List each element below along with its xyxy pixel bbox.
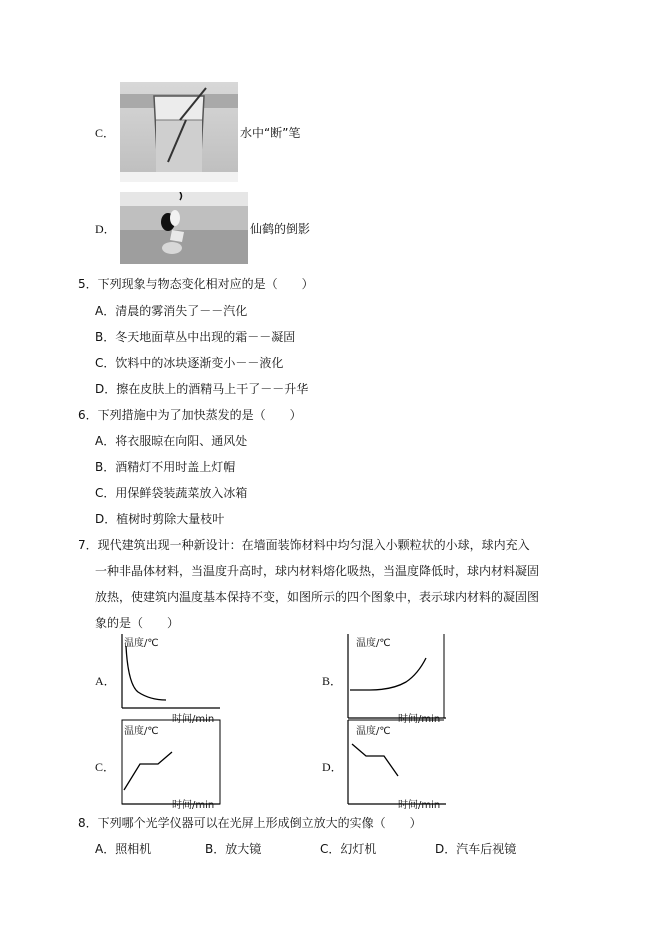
graph-b-y-label: 温度/℃: [356, 638, 391, 649]
crane-reflection-photo: [120, 192, 248, 264]
graph-a-x-label: 时间/min: [172, 714, 215, 725]
q6-stem: 6．下列措施中为了加快蒸发的是（ ）: [78, 408, 302, 422]
graph-b-label: B．: [322, 674, 343, 688]
q5-option-a: A．清晨的雾消失了－－汽化: [95, 304, 248, 318]
graph-a-label: A．: [95, 674, 116, 688]
option-d-text: 仙鹤的倒影: [250, 222, 311, 236]
q5-option-b: B．冬天地面草丛中出现的霜－－凝固: [95, 330, 296, 344]
q8-stem: 8．下列哪个光学仪器可以在光屏上形成倒立放大的实像（ ）: [78, 816, 422, 830]
q7-stem-line-4: 象的是（ ）: [95, 616, 180, 630]
q6-option-b: B．酒精灯不用时盖上灯帽: [95, 460, 236, 474]
glass-with-pencil-photo: [120, 82, 238, 182]
q6-option-a: A．将衣服晾在向阳、通风处: [95, 434, 248, 448]
graph-b-x-label: 时间/min: [398, 714, 441, 725]
q8-option-d: D．汽车后视镜: [435, 842, 517, 856]
graph-d-y-label: 温度/℃: [356, 726, 391, 737]
q7-stem-line-1: 7．现代建筑出现一种新设计：在墙面装饰材料中均匀混入小颗粒状的小球，球内充入: [78, 538, 530, 552]
q5-stem: 5．下列现象与物态变化相对应的是（ ）: [78, 277, 314, 291]
q5-option-c: C．饮料中的冰块逐渐变小－－液化: [95, 356, 284, 370]
graph-d-x-label: 时间/min: [398, 800, 441, 811]
q7-stem-line-2: 一种非晶体材料，当温度升高时，球内材料熔化吸热，当温度降低时，球内材料凝固: [95, 564, 540, 578]
q7-stem-line-3: 放热，使建筑内温度基本保持不变，如图所示的四个图象中，表示球内材料的凝固图: [95, 590, 540, 604]
option-c-text: 水中“断”笔: [240, 126, 301, 140]
graph-d-label: D．: [322, 760, 343, 774]
graph-c-x-label: 时间/min: [172, 800, 215, 811]
graph-c-label: C．: [95, 760, 116, 774]
q8-option-b: B．放大镜: [205, 842, 262, 856]
q8-option-a: A．照相机: [95, 842, 152, 856]
graph-a-y-label: 温度/℃: [124, 638, 159, 649]
graph-c-y-label: 温度/℃: [124, 726, 159, 737]
option-d-label: D．: [95, 222, 116, 236]
q6-option-d: D．植树时剪除大量枝叶: [95, 512, 225, 526]
option-c-label: C．: [95, 126, 116, 140]
q5-option-d: D．擦在皮肤上的酒精马上干了－－升华: [95, 382, 309, 396]
q8-option-c: C．幻灯机: [320, 842, 377, 856]
q6-option-c: C．用保鲜袋装蔬菜放入冰箱: [95, 486, 248, 500]
